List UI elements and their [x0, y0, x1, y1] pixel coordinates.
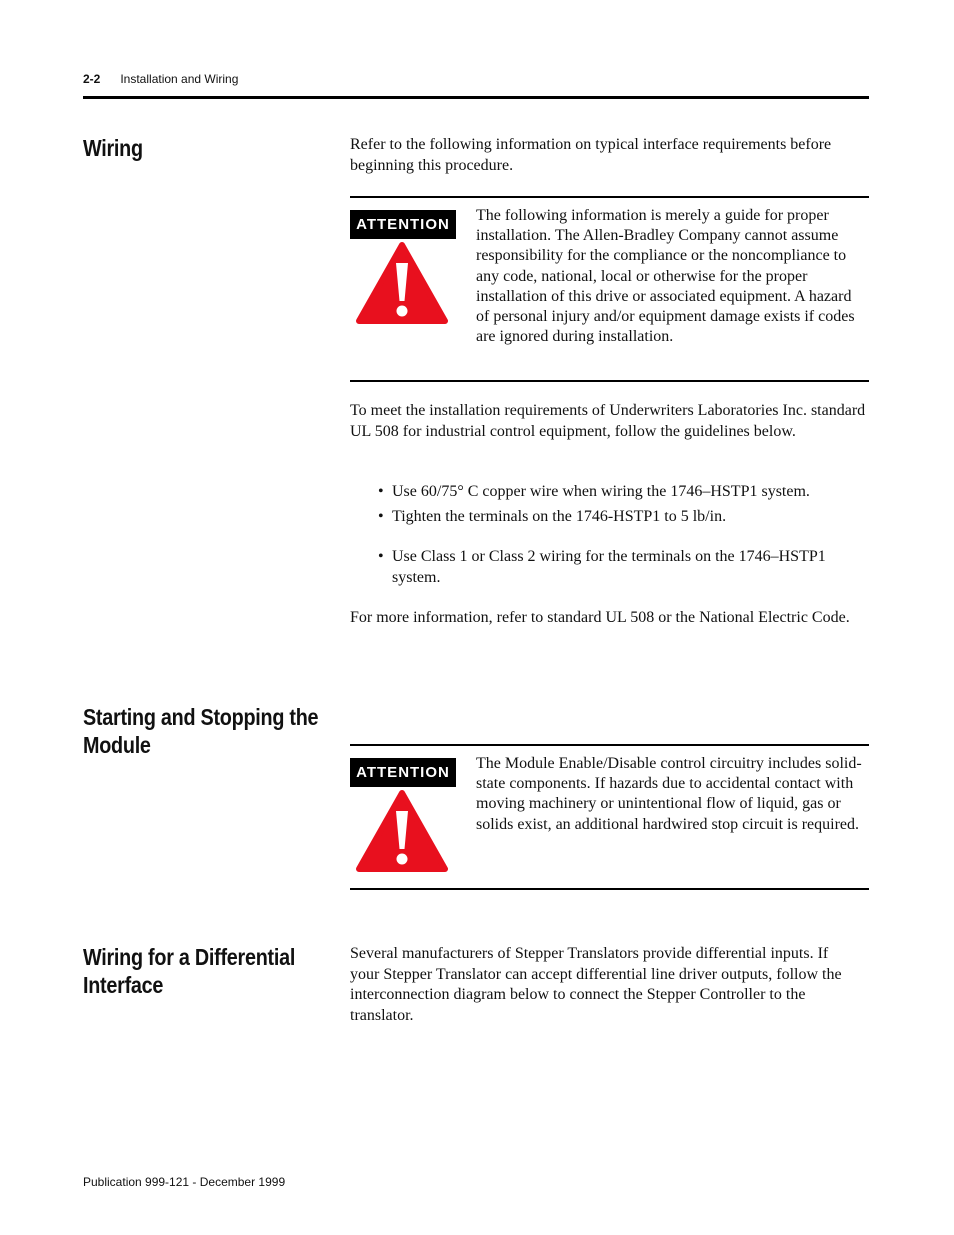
starting-heading: Starting and Stopping the Module [83, 704, 319, 758]
attention-badge: ATTENTION [350, 210, 456, 239]
more-info-para: For more information, refer to standard UL 508 or the National Electric Code. [350, 609, 850, 626]
attention-rule-top [350, 744, 869, 746]
page-number: 2-2 [83, 72, 101, 86]
attention-rule-top [350, 196, 869, 198]
wiring-intro: Refer to the following information on typical interface requirements before beginning this procedure. [350, 136, 832, 174]
attention-badge: ATTENTION [350, 758, 456, 787]
attention-text: The following information is merely a guide for proper installation. The Allen-Bradley Company cannot assume responsibility for the compliance or the noncompliance to any code, national, local or otherwise for the proper installation of this drive or associated equipment. A hazard of personal injury and/or equipment damage exists if codes are ignored during installation. [476, 207, 855, 346]
differential-para: Several manufacturers of Stepper Translators provide differential inputs. If your Stepper Translator can accept differential line driver outputs, follow the interconnection diagram below to connect the Stepper Controller to the translator. [350, 945, 842, 1024]
list-item: • Use 60/75° C copper wire when wiring the 1746–HSTP1 system. [378, 482, 878, 503]
attention-rule-bottom [350, 888, 869, 890]
guidelines-list [378, 482, 878, 588]
warning-triangle-icon [356, 789, 448, 873]
list-item: • Tighten the terminals on the 1746-HSTP1 to 5 lb/in. [378, 507, 878, 528]
ul-requirements-para: To meet the installation requirements of Underwriters Laboratories Inc. standard UL 508 for industrial control equipment, follow the guidelines below. [350, 402, 866, 440]
differential-heading: Wiring for a Differential Interface [83, 944, 296, 998]
wiring-heading: Wiring [83, 135, 143, 161]
header-section: Installation and Wiring [120, 72, 239, 86]
list-item: • Use Class 1 or Class 2 wiring for the terminals on the 1746–HSTP1 system. [378, 547, 852, 588]
footer-publication: Publication 999-121 - December 1999 [83, 1175, 286, 1189]
attention-rule-bottom [350, 380, 869, 382]
warning-triangle-icon [356, 241, 448, 325]
attention-text: The Module Enable/Disable control circuitry includes solid-state components. If hazards due to accidental contact with moving machinery or unintentional flow of liquid, gas or solids exist, an additional hardwired stop circuit is required. [476, 755, 862, 833]
running-header [83, 72, 238, 86]
header-rule [83, 96, 869, 99]
